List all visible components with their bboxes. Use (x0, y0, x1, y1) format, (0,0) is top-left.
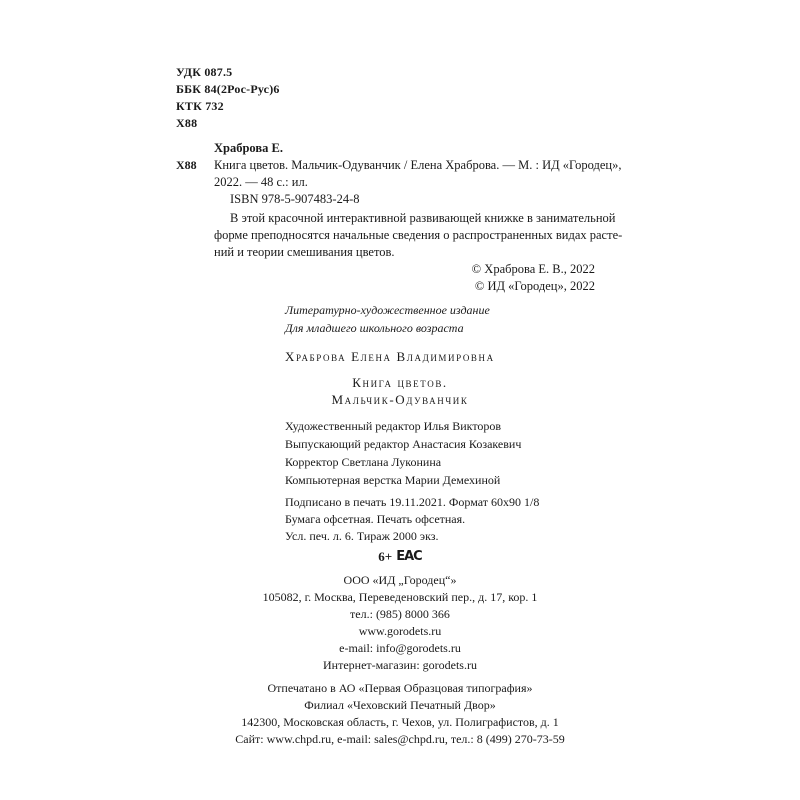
printer-branch: Филиал «Чеховский Печатный Двор» (304, 698, 496, 712)
publisher-website: www.gorodets.ru (358, 624, 442, 638)
publisher-address: 105082, г. Москва, Переведеновский пер., д. 17, кор. 1 (262, 590, 538, 604)
bibliographic-line-1: Книга цветов. Мальчик-Одуванчик / Елена Храброва. — М. : ИД «Городец», (214, 158, 622, 172)
bbk-code: ББК 84(2Рос-Рус)6 (176, 82, 280, 96)
publisher-name: ООО «ИД „Городец“» (343, 573, 457, 587)
age-rating: 6+ (378, 549, 393, 564)
copyright-publisher: © ИД «Городец», 2022 (474, 279, 595, 293)
print-info-line-1: Подписано в печать 19.11.2021. Формат 60x90 1/8 (285, 495, 540, 509)
credit-proofreader: Корректор Светлана Луконина (285, 455, 442, 469)
annotation-line-2: форме преподносятся начальные сведения о распространенных видах расте- (214, 228, 623, 242)
credit-managing-editor: Выпускающий редактор Анастасия Козакевич (285, 437, 522, 451)
printer-name: Отпечатано в АО «Первая Образцовая типография» (267, 681, 533, 695)
book-title-line-1: Книга цветов. (352, 375, 448, 390)
udk-code: УДК 087.5 (176, 65, 233, 79)
annotation-line-1: В этой красочной интерактивной развивающей книжке в занимательной (230, 211, 616, 225)
edition-type: Литературно-художественное издание (285, 303, 490, 317)
publisher-email: e-mail: info@gorodets.ru (339, 641, 461, 655)
bibliographic-line-2: 2022. — 48 с.: ил. (214, 175, 308, 189)
author-side-mark: Х88 (176, 158, 197, 172)
isbn: ISBN 978-5-907483-24-8 (230, 192, 360, 206)
publisher-phone: тел.: (985) 8000 366 (350, 607, 450, 621)
credit-layout: Компьютерная верстка Марии Демехиной (285, 473, 501, 487)
print-info-line-3: Усл. печ. л. 6. Тираж 2000 экз. (285, 529, 439, 543)
printer-contacts: Сайт: www.chpd.ru, e-mail: sales@chpd.ru, тел.: 8 (499) 270-73-59 (235, 732, 565, 746)
printer-address: 142300, Московская область, г. Чехов, ул. Полиграфистов, д. 1 (241, 715, 559, 729)
annotation-line-3: ний и теории смешивания цветов. (214, 245, 395, 259)
print-info-line-2: Бумага офсетная. Печать офсетная. (285, 512, 466, 526)
author-full-name: Храброва Елена Владимировна (285, 349, 495, 364)
eac-mark-icon: ЕАС (396, 549, 422, 564)
publisher-shop: Интернет-магазин: gorodets.ru (323, 658, 477, 672)
ktk-code: КТК 732 (176, 99, 224, 113)
book-title-line-2: Мальчик-Одуванчик (331, 392, 469, 407)
author-heading: Храброва Е. (214, 141, 283, 155)
edition-audience: Для младшего школьного возраста (285, 321, 464, 335)
copyright-author: © Храброва Е. В., 2022 (471, 262, 595, 276)
author-mark: Х88 (176, 116, 198, 130)
credit-art-editor: Художественный редактор Илья Викторов (285, 419, 502, 433)
age-rating-block (200, 548, 600, 566)
